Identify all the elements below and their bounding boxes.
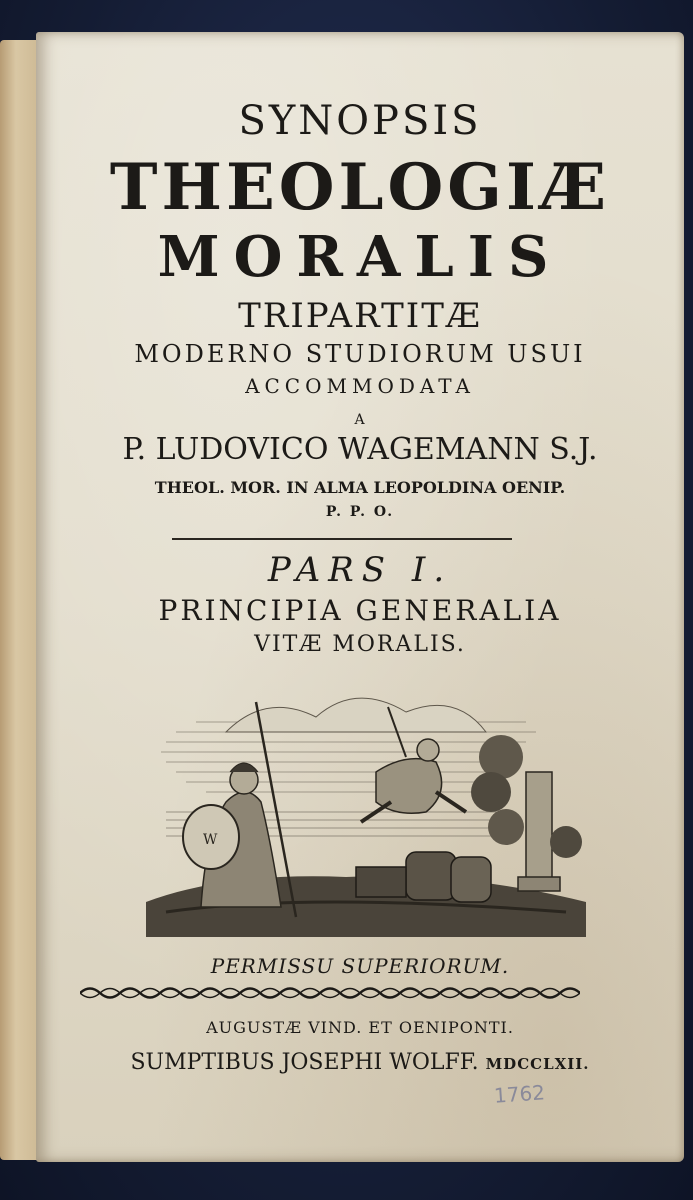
part-title-line-1: PRINCIPIA GENERALIA bbox=[158, 594, 562, 627]
author-title: THEOL. MOR. IN ALMA LEOPOLDINA OENIP. bbox=[154, 478, 566, 497]
engraved-vignette bbox=[106, 662, 586, 942]
title-line-moralis: MORALIS bbox=[157, 224, 563, 290]
pencil-annotation: 1762 bbox=[493, 1080, 546, 1108]
permission-line: PERMISSU SUPERIORUM. bbox=[210, 954, 510, 978]
ornamental-border bbox=[80, 984, 580, 1002]
part-title-line-2: VITÆ MORALIS. bbox=[254, 632, 466, 657]
imprint-place: AUGUSTÆ VIND. ET OENIPONTI. bbox=[206, 1018, 514, 1037]
title-line-theologiae: THEOLOGIÆ bbox=[109, 150, 611, 225]
part-heading: PARS I. bbox=[267, 550, 453, 590]
author-name: P. LUDOVICO WAGEMANN S.J. bbox=[122, 432, 598, 467]
imprint-sumptibus: SUMPTIBUS bbox=[130, 1050, 275, 1075]
author-abbreviation: P. P. O. bbox=[325, 504, 395, 520]
title-line-synopsis: SYNOPSIS bbox=[238, 98, 482, 144]
subtitle-line-1: MODERNO STUDIORUM USUI bbox=[134, 340, 586, 368]
divider-rule bbox=[172, 538, 512, 540]
imprint-date: MDCCLXII. bbox=[485, 1055, 590, 1073]
svg-text:W: W bbox=[203, 832, 218, 848]
imprint-publisher: JOSEPHI WOLFF. bbox=[281, 1050, 479, 1075]
title-line-tripartitae: TRIPARTITÆ bbox=[238, 296, 482, 336]
preposition-a: A bbox=[354, 412, 366, 428]
imprint-publisher-line bbox=[36, 1050, 684, 1075]
subtitle-line-2: ACCOMMODATA bbox=[245, 374, 475, 398]
title-page bbox=[36, 32, 684, 1162]
